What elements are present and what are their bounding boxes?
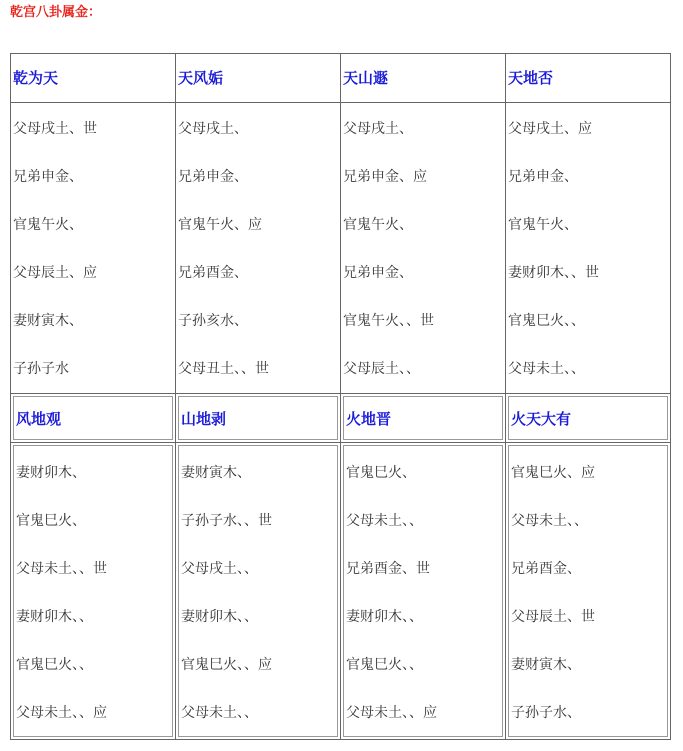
hexagram-header-cell	[176, 54, 341, 103]
yao-line: 子孙子水	[13, 361, 69, 377]
yao-line: 父母未土、、	[181, 705, 258, 721]
block1-lines-row	[11, 103, 671, 394]
hexagram-header-box	[508, 396, 668, 440]
hexagram-header-box	[178, 396, 338, 440]
yao-line: 父母丑土、、世	[178, 361, 269, 377]
yao-line: 子孙子水、	[511, 705, 581, 721]
yao-line: 子孙亥水、	[178, 313, 248, 329]
yao-line: 妻财卯木、、	[16, 609, 93, 625]
hexagram-lines-cell	[506, 103, 671, 394]
hexagram-lines-box	[13, 445, 173, 737]
hexagram-table	[10, 53, 671, 740]
hexagram-lines-cell	[11, 443, 176, 740]
yao-line: 官鬼午火、应	[178, 217, 262, 233]
hexagram-lines-cell	[341, 443, 506, 740]
yao-line: 官鬼午火、	[13, 217, 83, 233]
yao-line: 父母未土、、应	[16, 705, 107, 721]
hexagram-header-cell	[11, 54, 176, 103]
yao-line: 妻财卯木、、	[181, 609, 258, 625]
yao-line: 兄弟申金、应	[343, 169, 427, 185]
hexagram-lines-box	[343, 445, 503, 737]
yao-line: 父母戌土、世	[13, 121, 97, 137]
yao-line: 官鬼巳火、、	[16, 657, 93, 673]
hexagram-name: 天山遯	[343, 69, 389, 87]
block2-header-row	[11, 394, 671, 443]
yao-line: 父母辰土、、	[343, 361, 420, 377]
yao-line: 父母戌土、	[343, 121, 413, 137]
yao-line: 父母辰土、应	[13, 265, 97, 281]
yao-line: 妻财卯木、、世	[508, 265, 599, 281]
hexagram-lines-box	[178, 445, 338, 737]
hexagram-header-cell	[11, 394, 176, 443]
hexagram-name: 火地晋	[346, 410, 392, 428]
hexagram-lines-cell	[506, 443, 671, 740]
yao-line: 官鬼午火、	[343, 217, 413, 233]
hexagram-name: 天地否	[508, 69, 554, 87]
yao-line: 父母未土、、应	[346, 705, 437, 721]
hexagram-lines-cell	[341, 103, 506, 394]
block2-lines-row	[11, 443, 671, 740]
yao-line: 兄弟酉金、	[511, 561, 581, 577]
yao-line: 兄弟酉金、	[178, 265, 248, 281]
yao-line: 官鬼巳火、	[16, 513, 86, 529]
yao-line: 妻财寅木、	[13, 313, 83, 329]
yao-line: 官鬼巳火、、应	[181, 657, 272, 673]
yao-line: 父母戌土、、	[181, 561, 258, 577]
hexagram-name: 火天大有	[511, 410, 572, 428]
hexagram-name: 天风姤	[178, 69, 224, 87]
yao-line: 妻财寅木、	[511, 657, 581, 673]
hexagram-header-cell	[176, 394, 341, 443]
yao-line: 父母未土、、	[511, 513, 588, 529]
page-heading: 乾宫八卦属金：	[10, 5, 102, 20]
yao-line: 兄弟酉金、世	[346, 561, 430, 577]
yao-line: 子孙子水、、世	[181, 513, 272, 529]
yao-line: 妻财卯木、	[16, 465, 86, 481]
yao-line: 父母辰土、世	[511, 609, 595, 625]
hexagram-name: 风地观	[16, 410, 62, 428]
yao-line: 兄弟申金、	[343, 265, 413, 281]
hexagram-header-cell	[341, 394, 506, 443]
yao-line: 兄弟申金、	[508, 169, 578, 185]
yao-line: 官鬼午火、、世	[343, 313, 434, 329]
hexagram-lines-cell	[176, 103, 341, 394]
hexagram-lines-box	[508, 445, 668, 737]
yao-line: 父母未土、、	[346, 513, 423, 529]
hexagram-name: 乾为天	[13, 69, 59, 87]
hexagram-header-cell	[341, 54, 506, 103]
yao-line: 官鬼午火、	[508, 217, 578, 233]
hexagram-name: 山地剥	[181, 410, 227, 428]
hexagram-header-cell	[506, 54, 671, 103]
hexagram-lines-cell	[176, 443, 341, 740]
yao-line: 妻财寅木、	[181, 465, 251, 481]
hexagram-header-box	[13, 396, 173, 440]
yao-line: 兄弟申金、	[178, 169, 248, 185]
hexagram-header-cell	[506, 394, 671, 443]
hexagram-grid	[10, 53, 671, 740]
yao-line: 官鬼巳火、	[346, 465, 416, 481]
yao-line: 父母未土、、世	[16, 561, 107, 577]
yao-line: 官鬼巳火、、	[346, 657, 423, 673]
yao-line: 兄弟申金、	[13, 169, 83, 185]
yao-line: 父母戌土、	[178, 121, 248, 137]
yao-line: 父母戌土、应	[508, 121, 592, 137]
yao-line: 妻财卯木、、	[346, 609, 423, 625]
hexagram-header-box	[343, 396, 503, 440]
yao-line: 父母未土、、	[508, 361, 585, 377]
yao-line: 官鬼巳火、、	[508, 313, 585, 329]
block1-header-row	[11, 54, 671, 103]
yao-line: 官鬼巳火、应	[511, 465, 595, 481]
hexagram-lines-cell	[11, 103, 176, 394]
